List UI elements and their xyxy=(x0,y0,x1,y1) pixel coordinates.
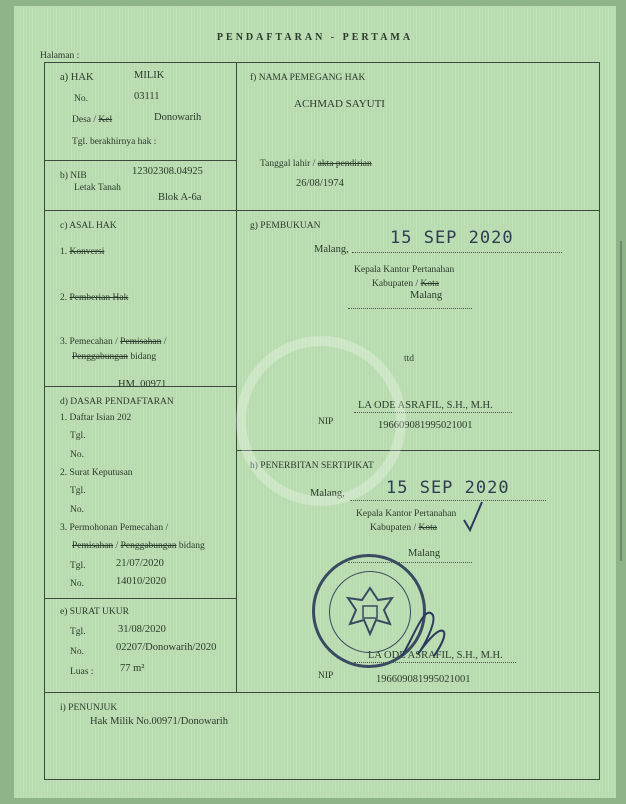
no-label: No. xyxy=(74,94,88,104)
surat-keputusan: 2. Surat Keputusan xyxy=(60,468,133,478)
d3-no-value: 14010/2020 xyxy=(116,576,167,587)
g-date-line xyxy=(352,252,562,253)
permohonan-cont: Pemisahan / Penggabungan bidang xyxy=(72,541,205,551)
h-malang: Malang, xyxy=(310,488,345,499)
letak-tanah-label: Letak Tanah xyxy=(74,183,121,193)
tanggal-lahir-value: 26/08/1974 xyxy=(296,178,344,189)
d2-no: No. xyxy=(70,505,84,515)
g-kepala: Kepala Kantor Pertanahan xyxy=(354,265,455,275)
nama-pemegang-label: f) NAMA PEMEGANG HAK xyxy=(250,73,366,83)
g-official-name: LA ODE ASRAFIL, S.H., M.H. xyxy=(358,400,493,411)
g-kabupaten: Kabupaten / Kota xyxy=(372,279,440,289)
letak-tanah-value: Blok A-6a xyxy=(158,192,202,203)
g-date-stamp: 15 SEP 2020 xyxy=(390,228,514,248)
column-divider xyxy=(236,62,237,692)
hak-label: a) HAK xyxy=(60,72,94,83)
g-nip-label: NIP xyxy=(318,417,334,427)
su-no-value: 02207/Donowarih/2020 xyxy=(116,642,217,653)
su-no: No. xyxy=(70,647,84,657)
bpn-watermark-emblem xyxy=(236,336,406,506)
tgl-berakhir-label: Tgl. berakhirnya hak : xyxy=(72,137,157,147)
d3-tgl: Tgl. xyxy=(70,561,86,571)
asal-hak-item-3-cont: Penggabungan bidang xyxy=(72,352,157,362)
check-mark-icon xyxy=(462,500,484,534)
asal-hak-item-1: 1. Konversi xyxy=(60,247,105,257)
halaman-label: Halaman : xyxy=(40,51,80,61)
asal-hak-item-3: 3. Pemecahan / Pemisahan / xyxy=(60,337,167,347)
h-date-line xyxy=(350,500,546,501)
su-luas-value: 77 m² xyxy=(120,663,145,674)
g-malang: Malang, xyxy=(314,244,349,255)
h-nip-value: 196609081995021001 xyxy=(376,674,471,685)
h-kota-value: Malang xyxy=(408,548,441,559)
certificate-sheet xyxy=(14,6,616,798)
page-title: PENDAFTARAN - PERTAMA xyxy=(216,32,414,43)
su-tgl-value: 31/08/2020 xyxy=(118,624,166,635)
permohonan-pemecahan: 3. Permohonan Pemecahan / xyxy=(60,523,169,533)
desa-label: Desa / Kel xyxy=(72,115,113,125)
h-official-name: LA ODE ASRAFIL, S.H., M.H. xyxy=(368,650,503,661)
asal-hak-item-2: 2. Pemberian Hak xyxy=(60,293,129,303)
frame-right xyxy=(599,62,600,780)
g-kota-line xyxy=(348,308,472,309)
frame-top xyxy=(44,62,600,63)
nama-pemegang-value: ACHMAD SAYUTI xyxy=(294,98,385,110)
daftar-isian: 1. Daftar Isian 202 xyxy=(60,413,132,423)
frame-bottom xyxy=(44,779,600,780)
g-nip-value: 196609081995021001 xyxy=(378,420,473,431)
hak-number: 03111 xyxy=(134,91,160,102)
asal-hak-label: c) ASAL HAK xyxy=(60,221,117,231)
h-kabupaten: Kabupaten / Kota xyxy=(370,523,438,533)
hak-value: MILIK xyxy=(134,70,165,81)
hm-number: HM. 00971 xyxy=(118,379,167,390)
h-kepala: Kepala Kantor Pertanahan xyxy=(356,509,457,519)
desa-value: Donowarih xyxy=(154,112,202,123)
penerbitan-label: h) PENERBITAN SERTIPIKAT xyxy=(250,461,374,471)
pembukuan-label: g) PEMBUKUAN xyxy=(250,221,321,231)
h-date-stamp: 15 SEP 2020 xyxy=(386,478,510,498)
penunjuk-label: i) PENUNJUK xyxy=(60,703,118,713)
penunjuk-value: Hak Milik No.00971/Donowarih xyxy=(90,716,228,727)
divider-d-e xyxy=(44,598,236,599)
d1-tgl: Tgl. xyxy=(70,431,86,441)
d2-tgl: Tgl. xyxy=(70,486,86,496)
frame-left xyxy=(44,62,45,780)
g-ttd: ttd xyxy=(404,354,415,364)
divider-i xyxy=(44,692,600,693)
g-kota-value: Malang xyxy=(410,290,443,301)
tanggal-lahir-label: Tanggal lahir / akta pendirian xyxy=(260,159,372,169)
su-tgl: Tgl. xyxy=(70,627,86,637)
divider-a-b xyxy=(44,160,236,161)
nib-value: 12302308.04925 xyxy=(132,166,203,177)
page-edge-shadow xyxy=(620,241,622,561)
d3-tgl-value: 21/07/2020 xyxy=(116,558,164,569)
nib-label: b) NIB xyxy=(60,171,87,181)
su-luas: Luas : xyxy=(70,667,94,677)
h-nip-label: NIP xyxy=(318,671,334,681)
d1-no: No. xyxy=(70,450,84,460)
surat-ukur-label: e) SURAT UKUR xyxy=(60,607,129,617)
dasar-pendaftaran-label: d) DASAR PENDAFTARAN xyxy=(60,397,174,407)
divider-b-c xyxy=(44,210,600,211)
signature-icon xyxy=(394,596,454,666)
d3-no: No. xyxy=(70,579,84,589)
